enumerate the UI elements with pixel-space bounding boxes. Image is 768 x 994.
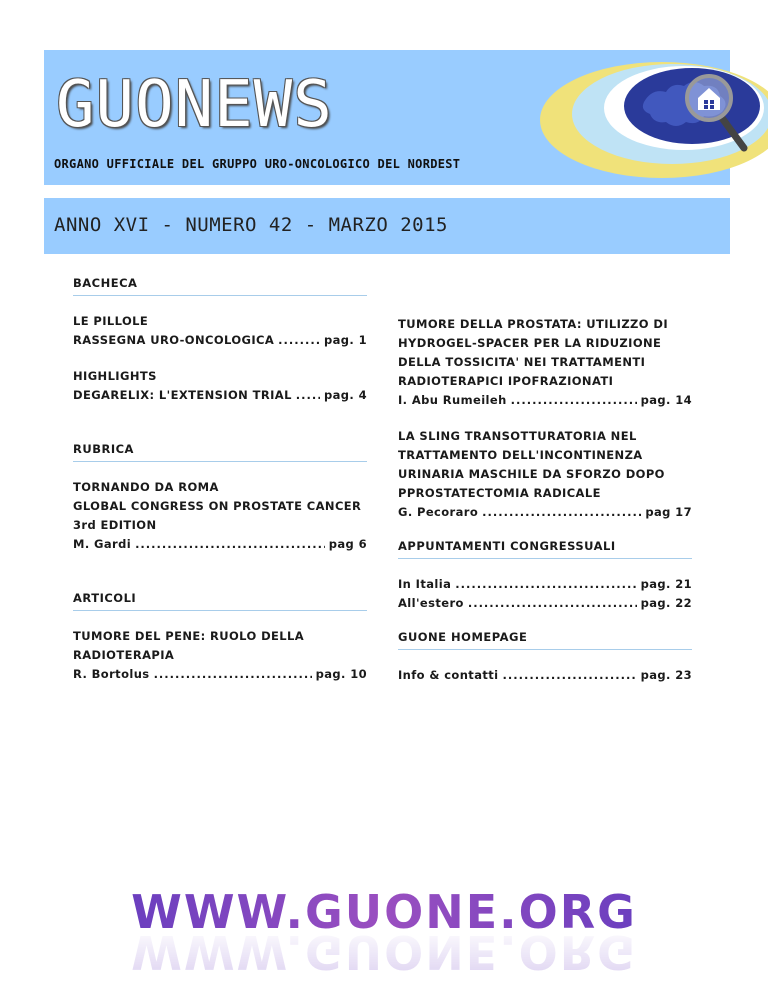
entry-label: All'estero [398, 596, 464, 610]
entry-title: RADIOTERAPIA [73, 648, 175, 662]
entry-page: pag. 4 [324, 388, 367, 402]
dot-leader [278, 331, 320, 350]
toc-entry-group [398, 575, 692, 613]
toc-entry[interactable] [398, 666, 692, 685]
entry-page: pag. 14 [640, 393, 692, 407]
entry-page: pag. 22 [640, 596, 692, 610]
website-url[interactable] [84, 880, 684, 980]
guone-logo [532, 62, 768, 192]
entry-pageline [73, 386, 367, 405]
entry-title: GLOBAL CONGRESS ON PROSTATE CANCER [73, 499, 362, 513]
entry-label: RASSEGNA URO-ONCOLOGICA [73, 333, 275, 347]
toc-left-column [73, 276, 367, 701]
entry-page: pag 6 [328, 537, 367, 551]
dot-leader [511, 391, 637, 410]
toc-entry[interactable] [398, 594, 692, 613]
issue-label: ANNO XVI - NUMERO 42 - MARZO 2015 [54, 214, 448, 236]
dot-leader [503, 666, 637, 685]
dot-leader [455, 575, 636, 594]
entry-label: Info & contatti [398, 668, 499, 682]
entry-page: pag. 1 [324, 333, 367, 347]
toc-entry[interactable] [73, 627, 367, 684]
section-heading-bacheca: BACHECA [73, 276, 367, 296]
entry-title: HIGHLIGHTS [73, 369, 157, 383]
dot-leader [154, 665, 312, 684]
entry-author: M. Gardi [73, 537, 132, 551]
section-heading-rubrica: RUBRICA [73, 442, 367, 462]
section-heading-appuntamenti: APPUNTAMENTI CONGRESSUALI [398, 539, 692, 559]
entry-title: URINARIA MASCHILE DA SFORZO DOPO [398, 467, 665, 481]
section-heading-homepage: GUONE HOMEPAGE [398, 630, 692, 650]
toc-entry[interactable] [73, 367, 367, 405]
entry-pageline [398, 503, 692, 522]
dot-leader [482, 503, 641, 522]
entry-title: TUMORE DELLA PROSTATA: UTILIZZO DI [398, 317, 668, 331]
entry-title: DELLA TOSSICITA' NEI TRATTAMENTI [398, 355, 646, 369]
entry-pageline [73, 331, 367, 350]
toc-entry[interactable] [73, 312, 367, 350]
entry-page: pag. 10 [315, 667, 367, 681]
entry-title: TRATTAMENTO DELL'INCONTINENZA [398, 448, 643, 462]
section-heading-articoli: ARTICOLI [73, 591, 367, 611]
website-text: WWW.GUONE.ORG [131, 885, 637, 939]
entry-label: In Italia [398, 577, 452, 591]
entry-title: HYDROGEL-SPACER PER LA RIDUZIONE [398, 336, 662, 350]
toc-entry[interactable] [398, 427, 692, 522]
entry-title: RADIOTERAPICI IPOFRAZIONATI [398, 374, 614, 388]
toc-entry[interactable] [398, 575, 692, 594]
entry-author: G. Pecoraro [398, 505, 479, 519]
dot-leader [135, 535, 325, 554]
masthead-subtitle: ORGANO UFFICIALE DEL GRUPPO URO-ONCOLOGICO DEL NORDEST [54, 157, 461, 171]
entry-page: pag 17 [645, 505, 692, 519]
entry-pageline [398, 391, 692, 410]
entry-label: DEGARELIX: L'EXTENSION TRIAL [73, 388, 292, 402]
toc-entry-group [398, 666, 692, 685]
entry-page: pag. 21 [640, 577, 692, 591]
masthead [44, 50, 730, 185]
toc-entry[interactable] [398, 315, 692, 410]
toc-right-column [398, 315, 692, 702]
entry-pageline [73, 665, 367, 684]
entry-title: TORNANDO DA ROMA [73, 480, 219, 494]
entry-title: TUMORE DEL PENE: RUOLO DELLA [73, 629, 305, 643]
website-reflection: WWW.GUONE.ORG [131, 925, 637, 979]
entry-title: PPROSTATECTOMIA RADICALE [398, 486, 601, 500]
entry-title: LA SLING TRANSOTTURATORIA NEL [398, 429, 637, 443]
masthead-title: GUONEWS [56, 68, 333, 142]
entry-title: 3rd EDITION [73, 518, 157, 532]
dot-leader [296, 386, 320, 405]
issue-banner [44, 198, 730, 254]
entry-page: pag. 23 [640, 668, 692, 682]
entry-title: LE PILLOLE [73, 314, 149, 328]
dot-leader [468, 594, 637, 613]
toc-entry[interactable] [73, 478, 367, 554]
entry-author: I. Abu Rumeileh [398, 393, 507, 407]
entry-author: R. Bortolus [73, 667, 150, 681]
entry-pageline [73, 535, 367, 554]
